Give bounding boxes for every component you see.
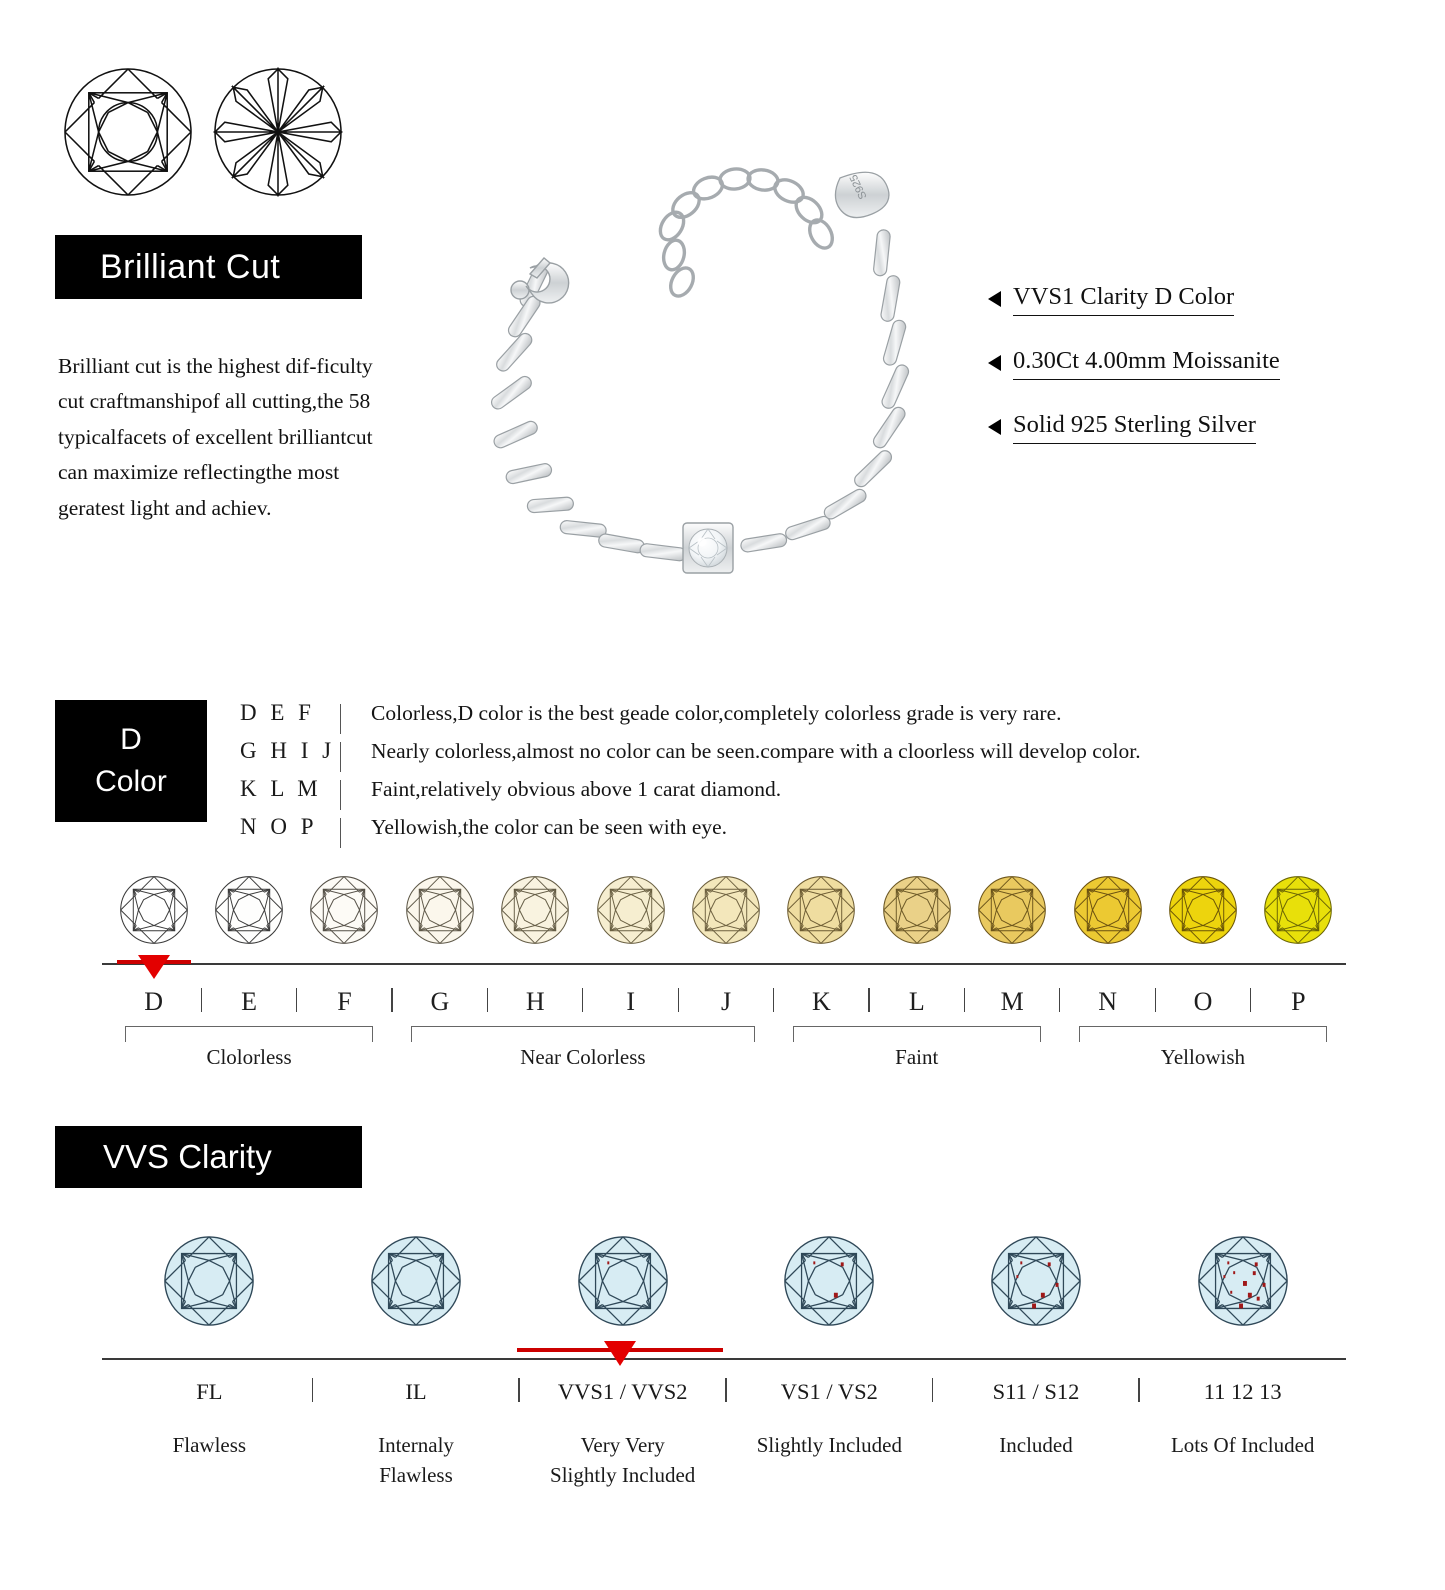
gem-icon	[1166, 873, 1240, 947]
grade-divider	[340, 780, 341, 810]
inclusion-mark	[1048, 1262, 1051, 1266]
inclusion-mark	[1016, 1275, 1018, 1278]
color-scale-letter-I: I	[583, 982, 678, 1022]
clarity-gem-0	[106, 1218, 313, 1343]
inclusion-mark	[1248, 1292, 1252, 1297]
clarity-scale-label-4: S11 / S12	[933, 1372, 1140, 1412]
feature-label-1: 0.30Ct 4.00mm Moissanite	[1013, 346, 1280, 380]
clarity-gem-row	[106, 1218, 1346, 1343]
color-scale-letter-M: M	[965, 982, 1060, 1022]
grade-desc-3: Yellowish,the color can be seen with eye.	[371, 815, 728, 839]
color-bracket-1	[411, 1026, 754, 1042]
clarity-grade-section	[0, 1110, 1445, 1590]
color-scale-letter-K: K	[774, 982, 869, 1022]
bullet-arrow-icon	[988, 291, 1001, 307]
grade-row	[240, 776, 1400, 814]
color-bracket-label-3: Yellowish	[1160, 1045, 1246, 1069]
inclusion-mark	[1223, 1275, 1225, 1278]
gem-icon	[574, 1232, 672, 1330]
gem-icon	[689, 873, 763, 947]
gem-icon	[594, 873, 668, 947]
clarity-scale-label-0: FL	[106, 1372, 313, 1412]
color-gem-P	[1251, 865, 1346, 955]
grade-desc-1: Nearly colorless,almost no color can be seen.compare with a cloorless will develop color.	[371, 739, 1141, 763]
grade-letters-1: G H I J	[240, 738, 336, 763]
inclusion-mark	[1254, 1262, 1257, 1266]
clarity-scale-label-2: VVS1 / VVS2	[519, 1372, 726, 1412]
clarity-current-grade-marker	[517, 1341, 724, 1369]
inclusion-mark	[1256, 1296, 1259, 1300]
brilliant-cut-description: Brilliant cut is the highest dif-ficulty cut craftmanshipof all cutting,the 58 typicalfacets of excellent brilliantcut can maximize reflectingthe most geratest light and achiev.	[58, 353, 373, 520]
bullet-arrow-icon	[988, 355, 1001, 371]
color-gem-O	[1155, 865, 1250, 955]
clarity-gem-4	[933, 1218, 1140, 1343]
color-gem-G	[392, 865, 487, 955]
feature-item-1	[988, 346, 1408, 380]
brilliant-cut-crown-icon	[58, 62, 198, 202]
color-bracket-label-0: Clolorless	[206, 1045, 292, 1069]
gem-icon	[117, 873, 191, 947]
color-scale-letter-P: P	[1291, 987, 1306, 1016]
clarity-desc-5: Lots Of Included	[1170, 1433, 1315, 1457]
inclusion-mark	[1020, 1261, 1022, 1264]
grade-divider	[340, 742, 341, 772]
inclusion-mark	[841, 1262, 844, 1266]
inclusion-mark	[1243, 1281, 1247, 1286]
gem-icon	[212, 873, 286, 947]
color-bracket-2	[793, 1026, 1041, 1042]
color-gem-gradient-row	[106, 865, 1346, 955]
grade-row	[240, 738, 1400, 776]
color-scale-letter-N: N	[1060, 982, 1155, 1022]
color-bracket-label-2: Faint	[895, 1045, 939, 1069]
color-gem-N	[1060, 865, 1155, 955]
clarity-title-banner	[55, 1126, 362, 1188]
s925-tag	[835, 172, 889, 217]
grade-row	[240, 700, 1400, 738]
gem-icon	[403, 873, 477, 947]
inclusion-mark	[1239, 1303, 1243, 1308]
gem-icon	[784, 873, 858, 947]
gem-icon	[1194, 1232, 1292, 1330]
color-gem-M	[965, 865, 1060, 955]
feature-label-2: Solid 925 Sterling Silver	[1013, 410, 1256, 444]
color-bracket-0	[125, 1026, 373, 1042]
grade-divider	[340, 818, 341, 848]
extender-chain	[656, 167, 837, 299]
feature-item-2	[988, 410, 1408, 444]
gem-icon	[975, 873, 1049, 947]
grade-row	[240, 814, 1400, 852]
clarity-gem-2	[519, 1218, 726, 1343]
center-stone-setting	[683, 523, 733, 573]
color-badge	[55, 700, 207, 822]
color-axis-line	[102, 963, 1346, 965]
clarity-gem-1	[313, 1218, 520, 1343]
marker-arrow-icon	[138, 955, 170, 979]
color-bracket-label-1: Near Colorless	[520, 1045, 646, 1069]
clarity-title: VVS Clarity	[103, 1138, 272, 1175]
grade-desc-2: Faint,relatively obvious above 1 carat diamond.	[371, 777, 782, 801]
bullet-arrow-icon	[988, 419, 1001, 435]
clarity-desc-3: Slightly Included	[756, 1433, 902, 1457]
feature-label-0: VVS1 Clarity D Color	[1013, 282, 1234, 316]
feature-item-0	[988, 282, 1408, 316]
color-scale-letter-L: L	[869, 982, 964, 1022]
gem-icon	[307, 873, 381, 947]
color-badge-word: Color	[95, 765, 167, 798]
clarity-gem-3	[726, 1218, 933, 1343]
color-current-grade-marker	[117, 955, 191, 981]
clarity-desc-4: Included	[999, 1433, 1073, 1457]
color-grade-table	[240, 700, 1400, 852]
color-scale-letter-G: G	[392, 982, 487, 1022]
grade-divider	[340, 704, 341, 734]
brilliant-cut-title: Brilliant Cut	[100, 247, 281, 286]
cut-diagrams	[58, 62, 358, 202]
gem-icon	[880, 873, 954, 947]
gem-icon	[1071, 873, 1145, 947]
inclusion-mark	[1262, 1282, 1265, 1286]
product-photo-bracelet	[410, 60, 970, 650]
color-gem-F	[297, 865, 392, 955]
color-scale-letter-J: J	[678, 982, 773, 1022]
inclusion-mark	[1233, 1271, 1235, 1274]
clarity-desc-2: Very Very Slightly Included	[550, 1433, 696, 1487]
gem-icon	[1261, 873, 1335, 947]
brilliant-cut-title-banner	[55, 235, 362, 299]
color-scale-letters	[106, 982, 1346, 1022]
clarity-scale-label-1: IL	[313, 1372, 520, 1412]
grade-letters-0: D E F	[240, 700, 315, 725]
clarity-scale-labels	[106, 1372, 1346, 1412]
color-scale-letter-D: D	[106, 982, 201, 1022]
brilliant-cut-pavilion-icon	[208, 62, 348, 202]
clarity-scale-label-5: 11 12 13	[1203, 1379, 1282, 1404]
grade-letters-3: N O P	[240, 814, 318, 839]
color-badge-letter: D	[120, 723, 142, 756]
gem-icon	[367, 1232, 465, 1330]
clarity-scale-descriptions	[106, 1426, 1346, 1516]
color-scale-letter-E: E	[201, 982, 296, 1022]
inclusion-mark	[1230, 1290, 1232, 1293]
clarity-scale-label-3: VS1 / VS2	[726, 1372, 933, 1412]
grade-letters-2: K L M	[240, 776, 322, 801]
color-gem-L	[869, 865, 964, 955]
color-scale-letter-F: F	[297, 982, 392, 1022]
clarity-desc-0: Flawless	[172, 1433, 247, 1457]
inclusion-mark	[814, 1261, 816, 1264]
marker-arrow-icon	[604, 1341, 636, 1366]
inclusion-mark	[1032, 1303, 1036, 1308]
grade-desc-0: Colorless,D color is the best geade color,completely colorless grade is very rare.	[371, 701, 1062, 725]
gem-icon	[498, 873, 572, 947]
brilliant-cut-section	[0, 0, 1445, 660]
color-gem-D	[106, 865, 201, 955]
color-gem-J	[678, 865, 773, 955]
inclusion-mark	[1252, 1271, 1255, 1275]
inclusion-mark	[1227, 1261, 1229, 1264]
color-gem-K	[774, 865, 869, 955]
inclusion-mark	[1056, 1282, 1059, 1286]
clarity-gem-5	[1139, 1218, 1346, 1343]
color-scale-bracket-labels	[106, 1045, 1346, 1075]
color-gem-H	[488, 865, 583, 955]
inclusion-mark	[834, 1292, 838, 1297]
color-bracket-3	[1079, 1026, 1327, 1042]
color-gem-E	[201, 865, 296, 955]
gem-icon	[780, 1232, 878, 1330]
gem-icon	[987, 1232, 1085, 1330]
feature-list	[988, 282, 1408, 474]
clarity-desc-1: Internaly Flawless	[378, 1433, 454, 1487]
inclusion-mark	[607, 1261, 609, 1264]
color-scale-letter-O: O	[1155, 982, 1250, 1022]
color-gem-I	[583, 865, 678, 955]
inclusion-mark	[1041, 1292, 1045, 1297]
color-scale-letter-H: H	[488, 982, 583, 1022]
metal-stamp-text: S925	[847, 172, 870, 201]
clarity-axis-line	[102, 1358, 1346, 1360]
color-grade-section	[0, 660, 1445, 1110]
gem-icon	[160, 1232, 258, 1330]
